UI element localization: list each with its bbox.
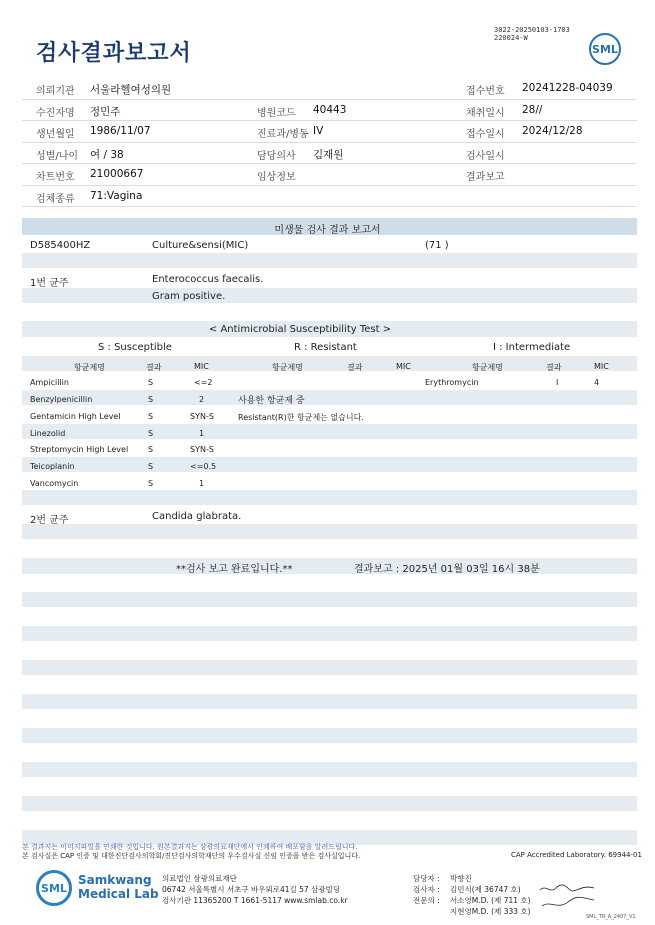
drug-name: Streptomycin High Level (30, 445, 129, 454)
legend-resistant: R : Resistant (294, 342, 357, 353)
stripe (22, 694, 637, 709)
test-date-label: 검사일시 (466, 150, 505, 162)
collect-label: 채취일시 (466, 107, 505, 119)
col-result-header: 결과 (546, 363, 562, 372)
drug-name: Teicoplanin (30, 462, 75, 471)
doctor-value: 김재원 (313, 148, 344, 161)
info-row (22, 78, 637, 100)
receipt-no-label: 접수번호 (466, 86, 505, 97)
org-contact: 검사기관 11365200 T 1661-5117 www.smlab.co.kr (162, 896, 348, 905)
resistance-note-1: 사용한 항균제 중 (238, 396, 305, 406)
document-number (494, 26, 570, 42)
stripe (22, 390, 637, 405)
col-mic-header: MIC (396, 362, 411, 371)
stripe (22, 288, 637, 303)
drug-mic: <=2 (194, 378, 213, 387)
test-code: D585400HZ (30, 240, 91, 251)
col-drug-header: 항균제명 (272, 363, 303, 372)
drug-mic: <=0.5 (190, 462, 217, 471)
legend-susceptible: S : Susceptible (98, 342, 172, 353)
drug-name: Vancomycin (30, 479, 79, 488)
page-title: 검사결과보고서 (36, 41, 192, 66)
info-row (22, 164, 637, 186)
stripe (22, 457, 637, 472)
organism-1-label: 1번 균주 (30, 278, 69, 289)
drug-result: S (148, 445, 154, 454)
sex-value: 여 / 38 (90, 148, 124, 161)
accreditation-notice: 본 검사실은 CAP 인증 및 대한진단검사의학회/진단검사의학재단의 우수검사실 신임 인증을 받은 검사실입니다. (22, 852, 361, 860)
signature-icon (538, 880, 598, 912)
legend-intermediate: I : Intermediate (493, 342, 571, 353)
drug-result: I (556, 378, 559, 387)
report-time: 결과보고 : 2025년 01월 03일 16시 38분 (354, 564, 540, 575)
organism-2-label: 2번 균주 (30, 515, 69, 526)
info-row (22, 143, 637, 165)
drug-result: S (148, 479, 154, 488)
clinical-label: 임상정보 (257, 172, 296, 183)
patient-label: 수진자명 (36, 107, 75, 119)
institution-value: 서울라헬여성의원 (90, 84, 172, 96)
stripe (22, 660, 637, 675)
report-complete-text: **검사 보고 완료입니다.** (176, 564, 293, 575)
col-mic-header: MIC (194, 362, 209, 371)
specimen-label: 검체종류 (36, 193, 75, 205)
doctor-label: 담당의사 (257, 150, 296, 162)
ward-code-value: 40443 (313, 103, 347, 116)
patient-value: 정민주 (90, 105, 121, 118)
staff-value: 김민식(제 36747 호) (450, 885, 521, 894)
stripe (22, 762, 637, 777)
staff-value: 박향진 (450, 874, 472, 883)
drug-result: S (148, 378, 154, 387)
org-name: 의료법인 삼광의료재단 (162, 874, 237, 883)
drug-result: S (148, 429, 154, 438)
info-row (22, 121, 637, 143)
stripe (22, 796, 637, 811)
test-count: (71 ) (425, 240, 449, 251)
institution-label: 의뢰기관 (36, 86, 75, 97)
section-title: 미생물 검사 결과 보고서 (274, 225, 381, 236)
stripe (22, 424, 637, 439)
receipt-date-label: 접수일시 (466, 129, 505, 140)
drug-name: Linezolid (30, 429, 66, 438)
col-result-header: 결과 (146, 363, 162, 372)
staff-value: 지현영M.D. (제 333 호) (450, 907, 531, 916)
drug-result: S (148, 462, 154, 471)
drug-name: Erythromycin (425, 378, 479, 387)
drug-mic: 4 (594, 378, 600, 387)
staff-label: 담당자 : (413, 874, 440, 883)
drug-name: Benzylpenicillin (30, 395, 93, 404)
dept-value: IV (313, 125, 324, 137)
lab-name-line-2: Medical Lab (78, 887, 159, 901)
staff-label: 검사자 : (413, 885, 440, 894)
patient-info-table (22, 78, 637, 207)
chart-value: 21000667 (90, 168, 144, 180)
image-notice: 본 결과지는 이미지파일을 인쇄한 것입니다. 원본결과지는 삼광의료재단에서 인쇄하여 배포함을 알려드립니다. (22, 843, 358, 851)
organism-2-name: Candida glabrata. (152, 511, 242, 522)
collect-value: 28// (522, 103, 543, 116)
col-drug-header: 항균제명 (74, 363, 105, 372)
dob-label: 생년월일 (36, 129, 75, 140)
staff-label: 전문의 : (413, 896, 440, 905)
stripe (22, 253, 637, 268)
drug-mic: SYN-S (190, 412, 214, 421)
receipt-no-value: 20241228-04039 (522, 82, 613, 94)
drug-mic: SYN-S (190, 445, 214, 454)
organism-1-name: Enterococcus faecalis. (152, 274, 264, 285)
org-address: 06742 서울특별시 서초구 바우뫼로41길 57 삼광빌딩 (162, 885, 341, 894)
col-mic-header: MIC (594, 362, 609, 371)
chart-label: 차트번호 (36, 172, 75, 183)
drug-result: S (148, 412, 154, 421)
stripe (22, 728, 637, 743)
stripe (22, 626, 637, 641)
drug-name: Gentamicin High Level (30, 412, 121, 421)
drug-mic: 1 (199, 429, 205, 438)
test-name: Culture&sensi(MIC) (152, 240, 249, 251)
lab-name (78, 873, 159, 901)
stripe (22, 524, 637, 539)
dob-value: 1986/11/07 (90, 125, 151, 137)
doc-no-line-1: 3022-20250103-1703 (494, 26, 570, 34)
stripe (22, 592, 637, 607)
drug-result: S (148, 395, 154, 404)
stripe (22, 490, 637, 505)
lab-name-line-1: Samkwang (78, 873, 152, 887)
ward-code-label: 병원코드 (257, 107, 296, 119)
receipt-date-value: 2024/12/28 (522, 125, 583, 137)
organism-1-gram: Gram positive. (152, 291, 226, 302)
sex-label: 성별/나이 (36, 150, 79, 162)
drug-mic: 1 (199, 479, 205, 488)
stripe (22, 356, 637, 371)
cap-accreditation: CAP Accredited Laboratory. 69944-01 (511, 851, 642, 859)
col-drug-header: 항균제명 (472, 363, 503, 372)
sml-logo-icon: SML (589, 33, 621, 65)
drug-mic: 2 (199, 395, 205, 404)
doc-no-line-2: 220024-W (494, 34, 528, 42)
info-row (22, 186, 637, 208)
col-result-header: 결과 (347, 363, 363, 372)
resistance-note-2: Resistant(R)한 항균제는 없습니다. (238, 413, 364, 422)
ast-title: < Antimicrobial Susceptibility Test > (208, 324, 392, 335)
staff-value: 서소영M.D. (제 711 호) (450, 896, 531, 905)
dept-label: 진료과/병동 (257, 129, 309, 140)
sml-logo-icon: SML (36, 870, 72, 906)
drug-name: Ampicillin (30, 378, 69, 387)
specimen-value: 71:Vagina (90, 189, 143, 202)
info-row (22, 100, 637, 122)
stripe (22, 558, 637, 574)
form-number: SML_TR_A_2407_V1 (586, 914, 636, 920)
report-label: 결과보고 (466, 172, 505, 183)
